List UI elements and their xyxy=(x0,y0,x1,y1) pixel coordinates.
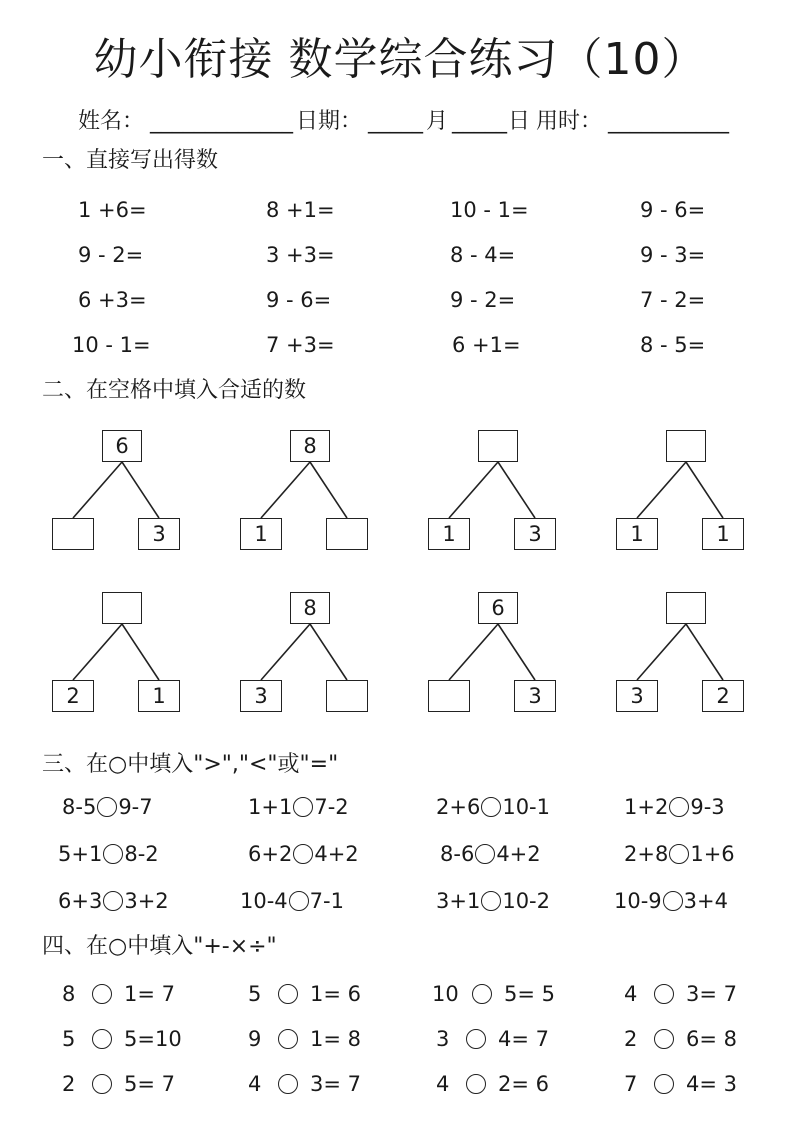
operator-problem: 4 3= 7 xyxy=(624,982,737,1006)
arithmetic-problem: 9 - 2= xyxy=(450,288,516,312)
tree-right-box: 1 xyxy=(138,680,180,712)
tree-left-box: 1 xyxy=(616,518,658,550)
operator-row xyxy=(0,1067,800,1112)
section2-heading: 二、在空格中填入合适的数 xyxy=(42,378,307,403)
compare-problem: 2+8 1+6 xyxy=(624,842,735,866)
arithmetic-problem: 8 +1= xyxy=(266,198,335,222)
operator-problem: 8 1= 7 xyxy=(62,982,175,1006)
tree-left-box: 3 xyxy=(616,680,658,712)
answer-circle[interactable] xyxy=(293,844,313,864)
arithmetic-problem: 7 +3= xyxy=(266,333,335,357)
name-blank[interactable]: _____________ xyxy=(150,109,293,134)
tree-left-box[interactable] xyxy=(428,680,470,712)
answer-circle[interactable] xyxy=(97,797,117,817)
answer-circle[interactable] xyxy=(103,891,123,911)
tree-left-box: 1 xyxy=(240,518,282,550)
month-blank[interactable]: _____ xyxy=(368,109,423,134)
answer-circle[interactable] xyxy=(92,1074,112,1094)
tree-right-box[interactable] xyxy=(326,680,368,712)
compare-row xyxy=(0,790,800,837)
answer-circle[interactable] xyxy=(481,891,501,911)
number-bond-tree xyxy=(418,430,578,555)
arithmetic-problem: 8 - 5= xyxy=(640,333,706,357)
number-bond-tree xyxy=(418,592,578,717)
tree-top-box[interactable] xyxy=(478,430,518,462)
operator-problem: 3 4= 7 xyxy=(436,1027,549,1051)
arithmetic-problem: 9 - 6= xyxy=(640,198,706,222)
tree-left-box: 3 xyxy=(240,680,282,712)
worksheet-title: 幼小衔接 数学综合练习（10） xyxy=(93,34,707,85)
compare-problem: 6+3 3+2 xyxy=(58,889,169,913)
day-label: 日 xyxy=(508,109,531,134)
answer-circle[interactable] xyxy=(475,844,495,864)
problem-row xyxy=(0,193,800,238)
arithmetic-problem: 9 - 2= xyxy=(78,243,144,267)
answer-circle[interactable] xyxy=(472,984,492,1004)
tree-left-box[interactable] xyxy=(52,518,94,550)
compare-problem: 2+6 10-1 xyxy=(436,795,550,819)
answer-circle[interactable] xyxy=(654,1074,674,1094)
tree-top-box: 8 xyxy=(290,430,330,462)
section1-problems xyxy=(0,193,800,373)
operator-row xyxy=(0,977,800,1022)
arithmetic-problem: 9 - 6= xyxy=(266,288,332,312)
answer-circle[interactable] xyxy=(278,984,298,1004)
tree-right-box: 1 xyxy=(702,518,744,550)
tree-top-box: 8 xyxy=(290,592,330,624)
arithmetic-problem: 6 +1= xyxy=(452,333,521,357)
operator-problem: 4 2= 6 xyxy=(436,1072,549,1096)
section3-heading: 三、在○中填入">","<"或"=" xyxy=(42,752,339,777)
arithmetic-problem: 8 - 4= xyxy=(450,243,516,267)
number-bond-tree xyxy=(42,430,202,555)
problem-row xyxy=(0,238,800,283)
operator-problem: 4 3= 7 xyxy=(248,1072,361,1096)
operator-problem: 5 1= 6 xyxy=(248,982,361,1006)
answer-circle[interactable] xyxy=(278,1074,298,1094)
number-bond-tree xyxy=(230,592,390,717)
tree-top-box[interactable] xyxy=(102,592,142,624)
tree-right-box: 3 xyxy=(514,518,556,550)
answer-circle[interactable] xyxy=(669,797,689,817)
problem-row xyxy=(0,283,800,328)
compare-problem: 8-6 4+2 xyxy=(440,842,541,866)
arithmetic-problem: 3 +3= xyxy=(266,243,335,267)
answer-circle[interactable] xyxy=(293,797,313,817)
day-blank[interactable]: _____ xyxy=(452,109,507,134)
operator-problem: 2 6= 8 xyxy=(624,1027,737,1051)
compare-problem: 10-4 7-1 xyxy=(240,889,344,913)
tree-top-box: 6 xyxy=(102,430,142,462)
compare-problem: 3+1 10-2 xyxy=(436,889,550,913)
answer-circle[interactable] xyxy=(466,1029,486,1049)
section4-heading: 四、在○中填入"+-×÷" xyxy=(42,934,277,959)
answer-circle[interactable] xyxy=(654,1029,674,1049)
date-label: 日期： xyxy=(296,109,363,134)
month-label: 月 xyxy=(426,109,449,134)
answer-circle[interactable] xyxy=(466,1074,486,1094)
operator-problem: 5 5=10 xyxy=(62,1027,182,1051)
compare-problem: 1+1 7-2 xyxy=(248,795,349,819)
tree-top-box: 6 xyxy=(478,592,518,624)
tree-right-box: 2 xyxy=(702,680,744,712)
section4-problems xyxy=(0,977,800,1112)
answer-circle[interactable] xyxy=(278,1029,298,1049)
operator-problem: 7 4= 3 xyxy=(624,1072,737,1096)
section1-heading: 一、直接写出得数 xyxy=(42,148,219,173)
arithmetic-problem: 6 +3= xyxy=(78,288,147,312)
problem-row xyxy=(0,328,800,373)
tree-top-box[interactable] xyxy=(666,430,706,462)
tree-left-box: 1 xyxy=(428,518,470,550)
answer-circle[interactable] xyxy=(669,844,689,864)
number-bond-tree xyxy=(230,430,390,555)
name-label: 姓名： xyxy=(78,109,145,134)
compare-row xyxy=(0,884,800,931)
operator-row xyxy=(0,1022,800,1067)
compare-problem: 8-5 9-7 xyxy=(62,795,153,819)
operator-problem: 10 5= 5 xyxy=(432,982,555,1006)
tree-right-box[interactable] xyxy=(326,518,368,550)
answer-circle[interactable] xyxy=(103,844,123,864)
section3-problems xyxy=(0,790,800,931)
tree-top-box[interactable] xyxy=(666,592,706,624)
tree-left-box: 2 xyxy=(52,680,94,712)
arithmetic-problem: 10 - 1= xyxy=(72,333,151,357)
answer-circle[interactable] xyxy=(92,984,112,1004)
number-bond-tree xyxy=(606,430,766,555)
compare-row xyxy=(0,837,800,884)
answer-circle[interactable] xyxy=(289,891,309,911)
compare-problem: 5+1 8-2 xyxy=(58,842,159,866)
time-label: 用时： xyxy=(536,109,603,134)
operator-problem: 2 5= 7 xyxy=(62,1072,175,1096)
arithmetic-problem: 1 +6= xyxy=(78,198,147,222)
tree-right-box: 3 xyxy=(138,518,180,550)
number-bond-tree xyxy=(606,592,766,717)
answer-circle[interactable] xyxy=(92,1029,112,1049)
number-bond-tree xyxy=(42,592,202,717)
compare-problem: 6+2 4+2 xyxy=(248,842,359,866)
operator-problem: 9 1= 8 xyxy=(248,1027,361,1051)
compare-problem: 1+2 9-3 xyxy=(624,795,725,819)
arithmetic-problem: 10 - 1= xyxy=(450,198,529,222)
answer-circle[interactable] xyxy=(481,797,501,817)
answer-circle[interactable] xyxy=(654,984,674,1004)
arithmetic-problem: 7 - 2= xyxy=(640,288,706,312)
answer-circle[interactable] xyxy=(663,891,683,911)
time-blank[interactable]: ___________ xyxy=(608,109,729,134)
student-info-line xyxy=(78,104,738,140)
compare-problem: 10-9 3+4 xyxy=(614,889,728,913)
tree-right-box: 3 xyxy=(514,680,556,712)
arithmetic-problem: 9 - 3= xyxy=(640,243,706,267)
